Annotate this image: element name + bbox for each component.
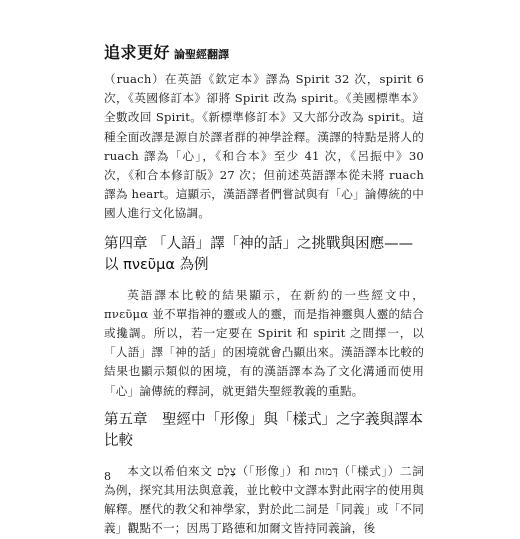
page-body	[104, 70, 424, 539]
book-title: 追求更好	[104, 43, 171, 62]
book-subtitle: 論聖經翻譯	[174, 48, 230, 61]
chapter-heading-4: 第四章 「人語」譯「神的話」之挑戰與困應—— 以 πνεῦμα 為例	[104, 235, 414, 273]
paragraph-1: （ruach）在英語《欽定本》譯為 Spirit 32 次，spirit 6 次，《英國修訂本》卻將 Spirit 改為 spirit。《美國標準本》全數改回 Spirit。《新標準修訂本》又大部分改為 spirit。這種全面改譯是源自於譯者群的神學詮釋。漢譯的特點是將人的 ruach 譯為「心」，《和合本》至少 41 次，《呂振中》30 次，《和合本修訂版》27 次；但前述英語譯本從未將 ruach 譯為 heart。這顯示，漢語譯者們嘗試與有「心」論傳統的中國人進行文化協調。	[104, 72, 424, 221]
paragraph-2: 英語譯本比較的結果顯示，在新約的一些經文中，πνεῦμα 並不單指神的靈或人的靈，而是指神靈與人靈的結合或攙調。所以，若一定要在 Spirit 和 spirit 之間擇一，以「人語」譯「神的話」的困境就會凸顯出來。漢語譯本比較的結果也顯示類似的困境，有的漢語譯本為了文化溝通而使用「心」論傳統的釋詞，就更錯失聖經教義的重點。	[104, 287, 424, 398]
running-header	[104, 40, 229, 63]
chapter-heading-5: 第五章 聖經中「形像」與「樣式」之字義與譯本比較	[104, 411, 423, 449]
paragraph-3: 本文以希伯來文 צֶלֶם（「形像」）和 דְּמוּת（「樣式」）二詞為例，探究其用法與意義，並比較中文譯本對此兩字的使用與解釋。歷代的教父和神學家，對於此二詞是「同義」或「不同義」觀點不一；因馬丁路德和加爾文皆持同義論，後	[104, 463, 424, 536]
page-number: 8	[104, 470, 111, 483]
